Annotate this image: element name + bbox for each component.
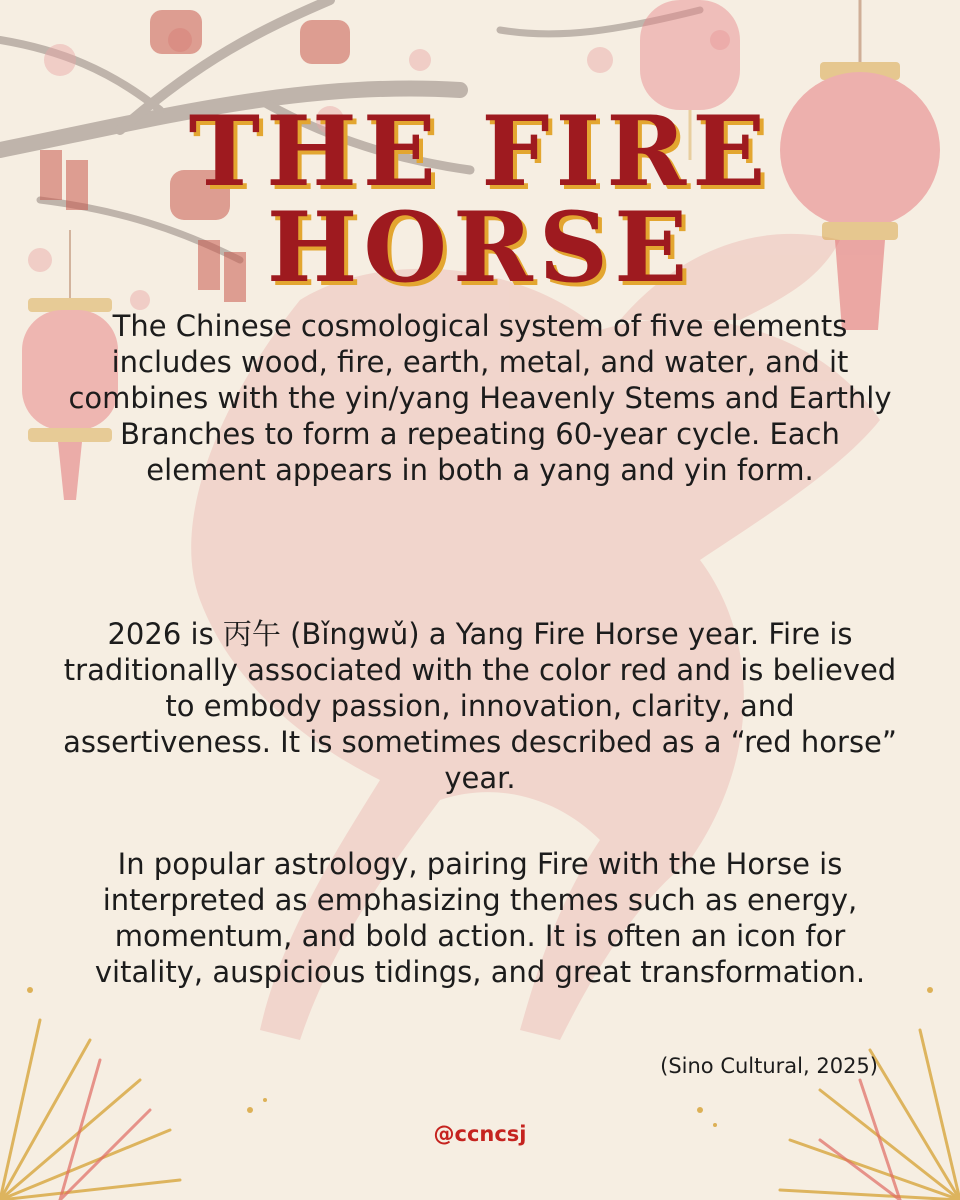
paragraph-astrology: In popular astrology, pairing Fire with the Horse is interpreted as emphasizing themes such as energy, momentum, and bold action. It is often an icon for vitality, auspicious tidings, and great transformation.: [94, 847, 866, 989]
paragraph-fire-horse-year: 2026 is 丙午 (Bǐngwǔ) a Yang Fire Horse year. Fire is traditionally associated with the color red and is believed to embody passion, innovation, clarity, and assertiveness. It is sometimes described as a “red horse” year.: [63, 617, 897, 795]
paragraph-five-elements: The Chinese cosmological system of five elements includes wood, fire, earth, metal, and water, and it combines with the yin/yang Heavenly Stems and Earthly Branches to form a repeating 60-year cycle. Each element appears in both a yang and yin form.: [68, 309, 892, 487]
title-line-2: HORSE: [266, 191, 694, 304]
social-handle: @ccncsj: [433, 1122, 527, 1146]
citation: (Sino Cultural, 2025): [660, 1054, 878, 1078]
title-line-1: THE FIRE: [188, 95, 772, 208]
